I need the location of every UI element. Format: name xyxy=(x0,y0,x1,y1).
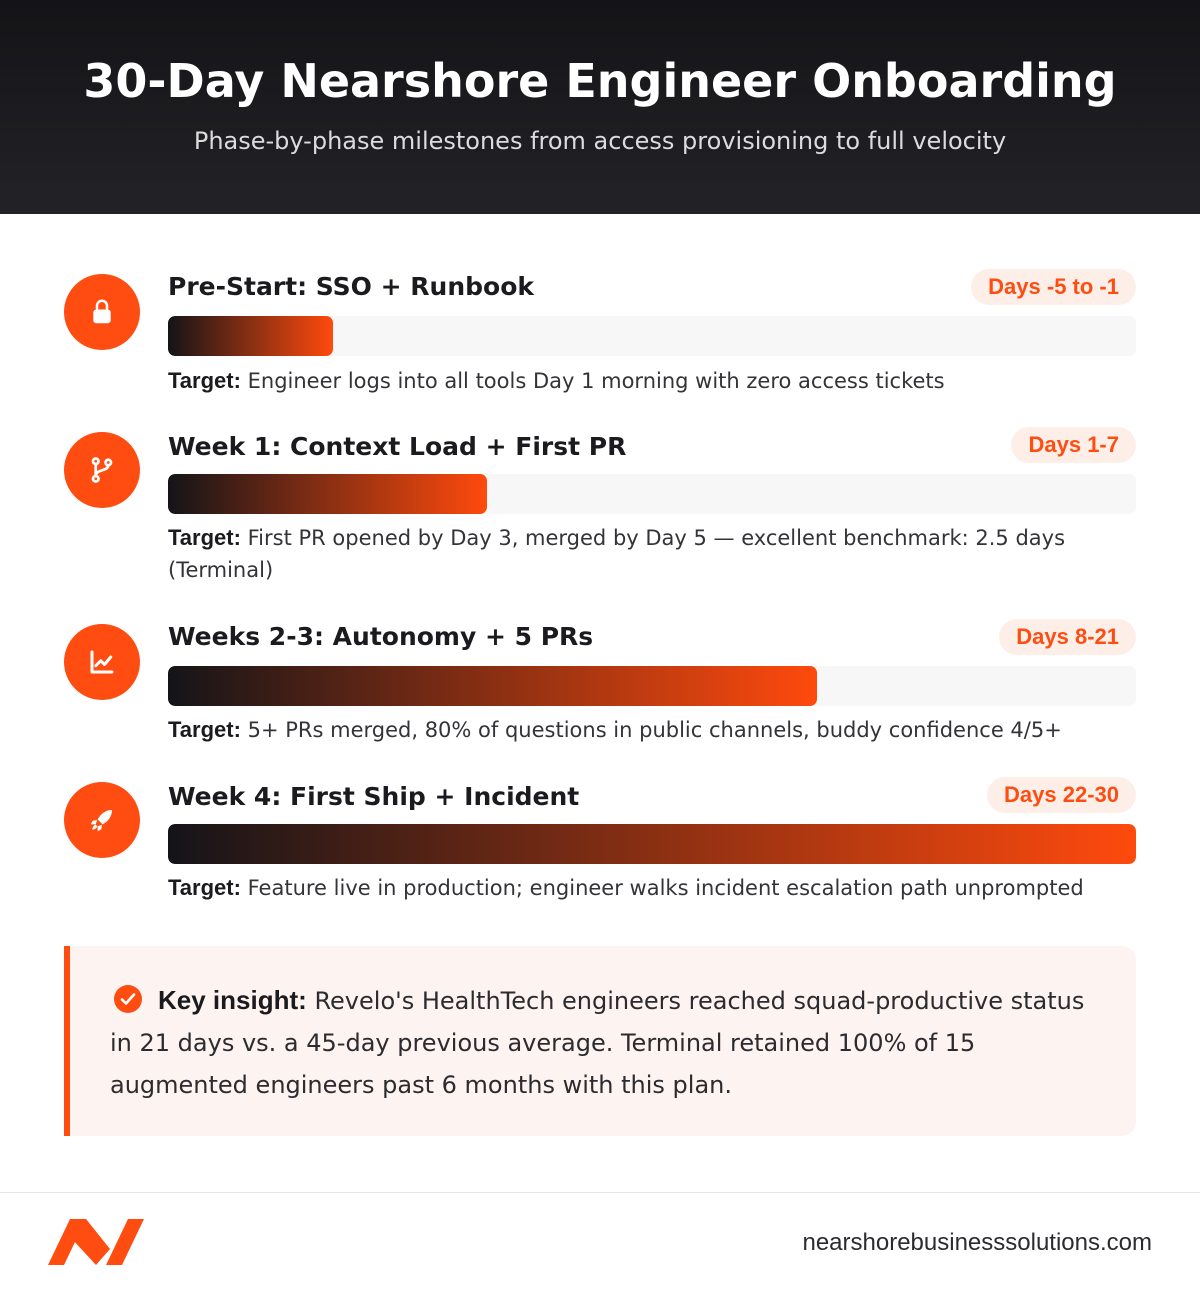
trending-chart-icon xyxy=(64,624,140,700)
days-badge: Days 1-7 xyxy=(1011,427,1136,463)
days-badge: Days 22-30 xyxy=(987,777,1136,813)
target-label: Target: xyxy=(168,875,241,900)
progress-fill xyxy=(168,824,1136,864)
progress-fill xyxy=(168,316,333,356)
check-circle-icon xyxy=(114,985,142,1013)
insight-label: Key insight: xyxy=(158,985,307,1015)
brand-logo-icon xyxy=(48,1219,144,1265)
days-badge: Days -5 to -1 xyxy=(971,269,1136,305)
phase-target xyxy=(168,365,1108,397)
progress-bar xyxy=(168,316,1136,356)
progress-bar xyxy=(168,824,1136,864)
progress-bar xyxy=(168,474,1136,514)
target-label: Target: xyxy=(168,717,241,742)
target-label: Target: xyxy=(168,368,241,393)
key-insight-callout xyxy=(64,946,1136,1136)
header xyxy=(0,0,1200,214)
target-text: Feature live in production; engineer walks incident escalation path unprompted xyxy=(247,876,1084,900)
phase-target xyxy=(168,714,1108,746)
phase-title: Week 1: Context Load + First PR xyxy=(168,432,627,461)
phase-title: Week 4: First Ship + Incident xyxy=(168,782,580,811)
insight-body: Revelo's HealthTech engineers reached squad-productive status in 21 days vs. a 45-day previous average. Terminal retained 100% of 15 augmented engineers past 6 months with this plan. xyxy=(110,987,1085,1099)
git-branch-icon xyxy=(64,432,140,508)
footer xyxy=(0,1192,1200,1290)
progress-fill xyxy=(168,666,817,706)
target-text: 5+ PRs merged, 80% of questions in public channels, buddy confidence 4/5+ xyxy=(247,718,1062,742)
target-text: First PR opened by Day 3, merged by Day 5 — excellent benchmark: 2.5 days (Terminal) xyxy=(168,526,1066,582)
footer-website[interactable]: nearshorebusinesssolutions.com xyxy=(802,1229,1152,1256)
insight-text xyxy=(110,979,1100,1106)
lock-icon xyxy=(64,274,140,350)
target-text: Engineer logs into all tools Day 1 morning with zero access tickets xyxy=(247,369,945,393)
rocket-icon xyxy=(64,782,140,858)
phase-title: Weeks 2-3: Autonomy + 5 PRs xyxy=(168,622,594,651)
progress-fill xyxy=(168,474,487,514)
page-subtitle: Phase-by-phase milestones from access provisioning to full velocity xyxy=(193,127,1007,155)
page-title: 30-Day Nearshore Engineer Onboarding xyxy=(83,54,1117,108)
progress-bar xyxy=(168,666,1136,706)
phase-target xyxy=(168,872,1108,904)
phase-target xyxy=(168,522,1108,586)
phase-title: Pre-Start: SSO + Runbook xyxy=(168,272,535,301)
target-label: Target: xyxy=(168,525,241,550)
days-badge: Days 8-21 xyxy=(999,619,1136,655)
